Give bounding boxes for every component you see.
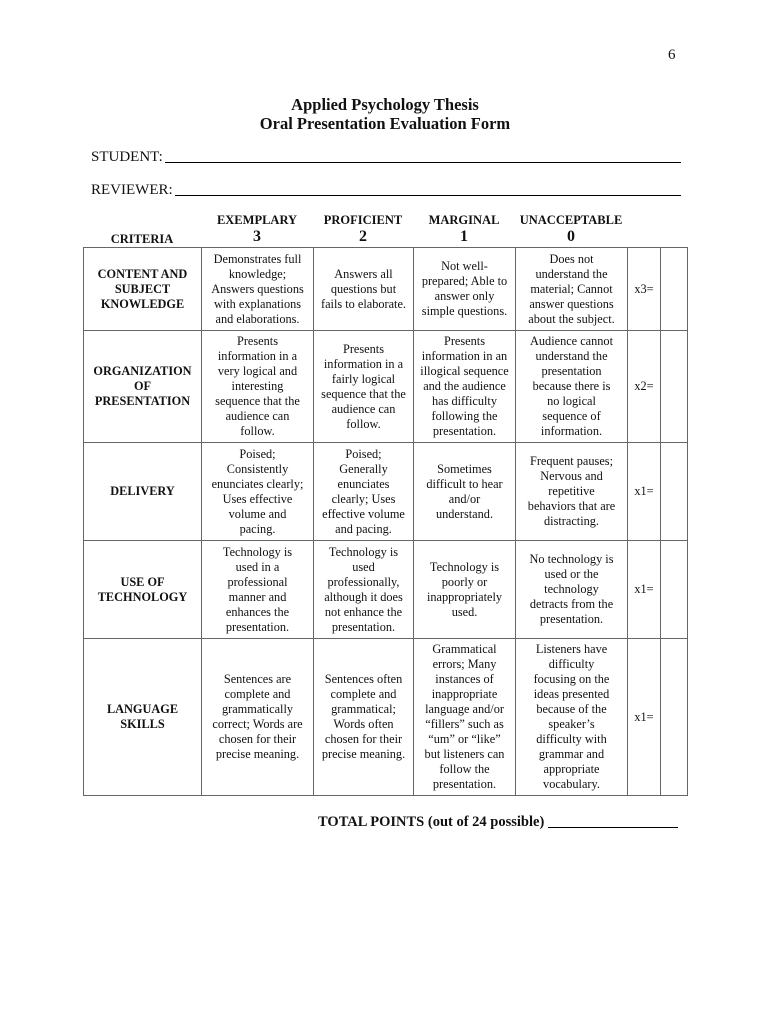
criteria-cell: USE OF TECHNOLOGY: [84, 541, 202, 639]
exemplary-cell: Sentences are complete and grammatically correct; Words are chosen for their precise meaning.: [202, 639, 314, 796]
score-entry-cell[interactable]: [661, 248, 688, 331]
total-points[interactable]: [318, 813, 678, 831]
level-header-exemplary: EXEMPLARY 3: [216, 213, 298, 245]
table-row: [84, 541, 688, 639]
student-field[interactable]: [91, 148, 681, 166]
rubric-table: [83, 247, 688, 796]
multiplier-cell: x1=: [628, 443, 661, 541]
student-blank-line[interactable]: [165, 148, 681, 163]
score-entry-cell[interactable]: [661, 443, 688, 541]
table-row: [84, 443, 688, 541]
marginal-cell: Not well- prepared; Able to answer only simple questions.: [414, 248, 516, 331]
exemplary-cell: Demonstrates full knowledge; Answers questions with explanations and elaborations.: [202, 248, 314, 331]
exemplary-cell: Poised; Consistently enunciates clearly; Uses effective volume and pacing.: [202, 443, 314, 541]
marginal-cell: Technology is poorly or inappropriately used.: [414, 541, 516, 639]
title-line-1: Applied Psychology Thesis: [291, 95, 479, 114]
table-row: [84, 248, 688, 331]
criteria-cell: DELIVERY: [84, 443, 202, 541]
marginal-cell: Grammatical errors; Many instances of inappropriate language and/or “fillers” such as “um” or “like” but listeners can follow the presentation.: [414, 639, 516, 796]
table-row: [84, 639, 688, 796]
unacceptable-cell: Listeners have difficulty focusing on the ideas presented because of the speaker’s difficulty with grammar and appropriate vocabulary.: [516, 639, 628, 796]
criteria-cell: ORGANIZATION OF PRESENTATION: [84, 331, 202, 443]
form-title: [0, 95, 770, 133]
score-entry-cell[interactable]: [661, 541, 688, 639]
unacceptable-cell: Audience cannot understand the presentation because there is no logical sequence of information.: [516, 331, 628, 443]
multiplier-cell: x3=: [628, 248, 661, 331]
multiplier-cell: x1=: [628, 541, 661, 639]
exemplary-cell: Presents information in a very logical and interesting sequence that the audience can follow.: [202, 331, 314, 443]
title-line-2: Oral Presentation Evaluation Form: [259, 114, 511, 133]
rubric-header: CRITERIA EXEMPLARY 3 PROFICIENT 2 MARGINAL 1 UNACCEPTABLE 0: [0, 213, 770, 249]
proficient-cell: Presents information in a fairly logical sequence that the audience can follow.: [314, 331, 414, 443]
exemplary-cell: Technology is used in a professional manner and enhances the presentation.: [202, 541, 314, 639]
proficient-cell: Answers all questions but fails to elaborate.: [314, 248, 414, 331]
unacceptable-cell: No technology is used or the technology detracts from the presentation.: [516, 541, 628, 639]
proficient-cell: Sentences often complete and grammatical; Words often chosen for their precise meaning.: [314, 639, 414, 796]
reviewer-field[interactable]: [91, 181, 681, 199]
table-row: [84, 331, 688, 443]
criteria-cell: LANGUAGE SKILLS: [84, 639, 202, 796]
level-header-marginal: MARGINAL 1: [428, 213, 500, 245]
score-entry-cell[interactable]: [661, 639, 688, 796]
student-label: STUDENT:: [91, 149, 163, 165]
score-entry-cell[interactable]: [661, 331, 688, 443]
total-points-blank-line[interactable]: [548, 813, 678, 828]
unacceptable-cell: Does not understand the material; Cannot answer questions about the subject.: [516, 248, 628, 331]
proficient-cell: Poised; Generally enunciates clearly; Uses effective volume and pacing.: [314, 443, 414, 541]
criteria-cell: CONTENT AND SUBJECT KNOWLEDGE: [84, 248, 202, 331]
page-number: 6: [668, 47, 676, 63]
level-header-proficient: PROFICIENT 2: [323, 213, 403, 245]
marginal-cell: Sometimes difficult to hear and/or understand.: [414, 443, 516, 541]
marginal-cell: Presents information in an illogical sequence and the audience has difficulty following the presentation.: [414, 331, 516, 443]
unacceptable-cell: Frequent pauses; Nervous and repetitive behaviors that are distracting.: [516, 443, 628, 541]
multiplier-cell: x2=: [628, 331, 661, 443]
reviewer-blank-line[interactable]: [175, 181, 681, 196]
total-points-label: TOTAL POINTS (out of 24 possible): [318, 814, 545, 830]
proficient-cell: Technology is used professionally, although it does not enhance the presentation.: [314, 541, 414, 639]
reviewer-label: REVIEWER:: [91, 182, 173, 198]
level-header-unacceptable: UNACCEPTABLE 0: [519, 213, 623, 245]
multiplier-cell: x1=: [628, 639, 661, 796]
